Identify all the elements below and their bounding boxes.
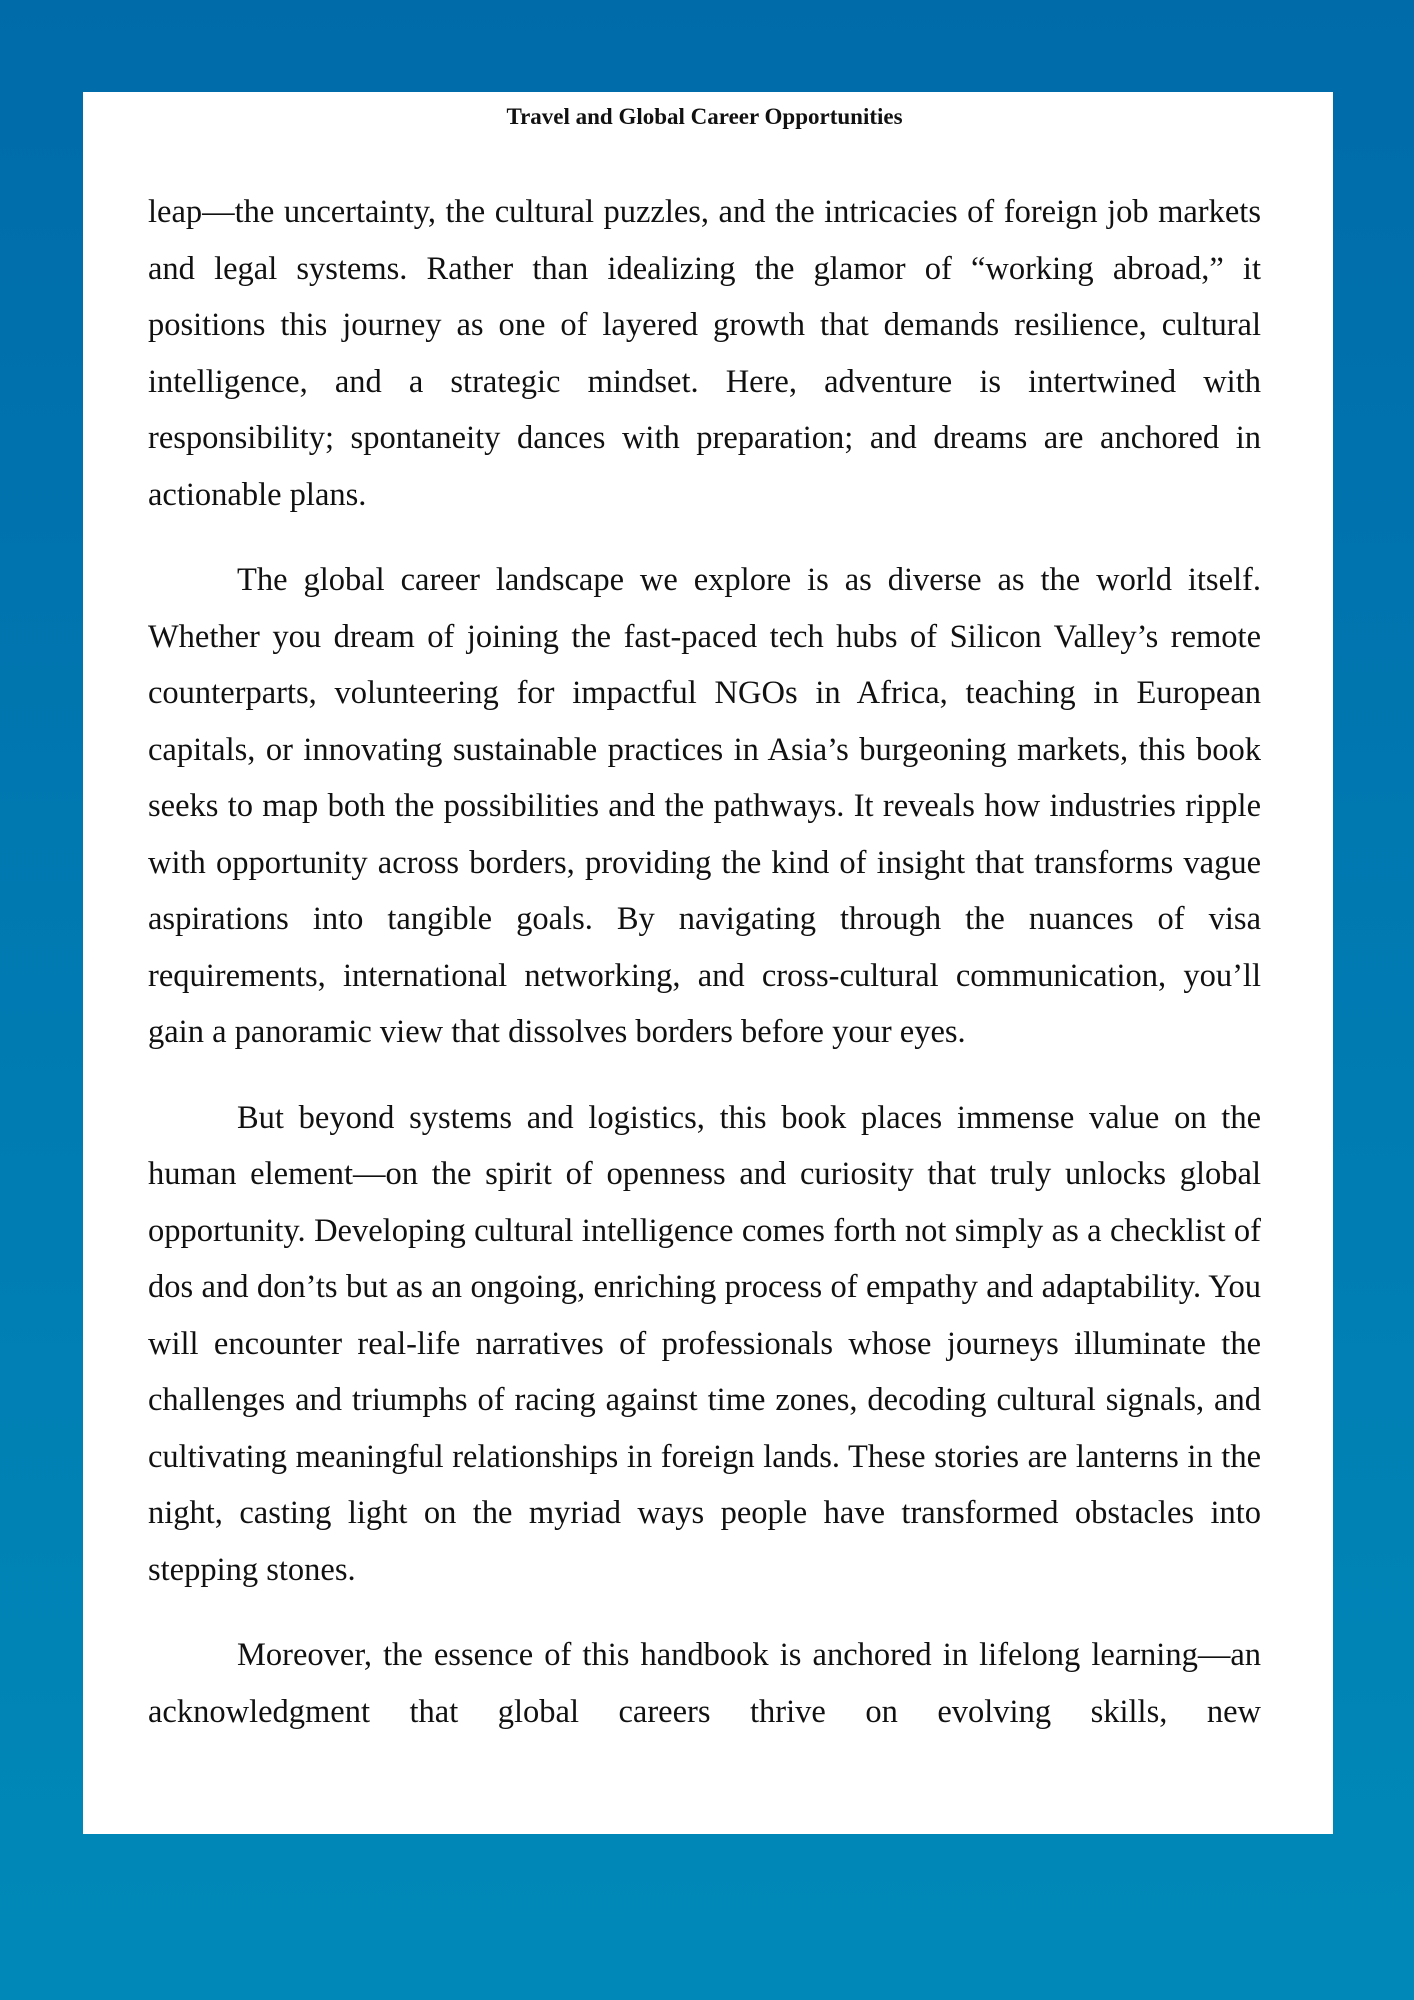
- running-header: Travel and Global Career Opportunities: [506, 104, 903, 129]
- document-page: [83, 92, 1333, 1834]
- paragraph-4: Moreover, the essence of this handbook is anchored in lifelong learning—an acknowledgment that global careers thrive on evolving skills, new: [148, 1637, 1261, 1730]
- body-text: [148, 184, 1261, 1740]
- paragraph-3: But beyond systems and logistics, this book places immense value on the human element—on the spirit of openness and curiosity that truly unlocks global opportunity. Developing cultural intelligence comes forth not simply as a checklist of dos and don’ts but as an ongoing, enriching process of empathy and adaptability. You will encounter real-life narratives of professionals whose journeys illuminate the challenges and triumphs of racing against time zones, decoding cultural signals, and cultivating meaningful relationships in foreign lands. These stories are lanterns in the night, casting light on the myriad ways people have transformed obstacles into stepping stones.: [148, 1099, 1261, 1588]
- paragraph-1: leap—the uncertainty, the cultural puzzles, and the intricacies of foreign job markets and legal systems. Rather than idealizing the glamor of “working abroad,” it positions this journey as one of layered growth that demands resilience, cultural intelligence, and a strategic mindset. Here, adventure is intertwined with responsibility; spontaneity dances with preparation; and dreams are anchored in actionable plans.: [148, 194, 1261, 513]
- paragraph-2: The global career landscape we explore is as diverse as the world itself. Whether you dream of joining the fast-paced tech hubs of Silicon Valley’s remote counterparts, volunteering for impactful NGOs in Africa, teaching in European capitals, or innovating sustainable practices in Asia’s burgeoning markets, this book seeks to map both the possibilities and the pathways. It reveals how industries ripple with opportunity across borders, providing the kind of insight that transforms vague aspirations into tangible goals. By navigating through the nuances of visa requirements, international networking, and cross-cultural communication, you’ll gain a panoramic view that dissolves borders before your eyes.: [148, 562, 1261, 1050]
